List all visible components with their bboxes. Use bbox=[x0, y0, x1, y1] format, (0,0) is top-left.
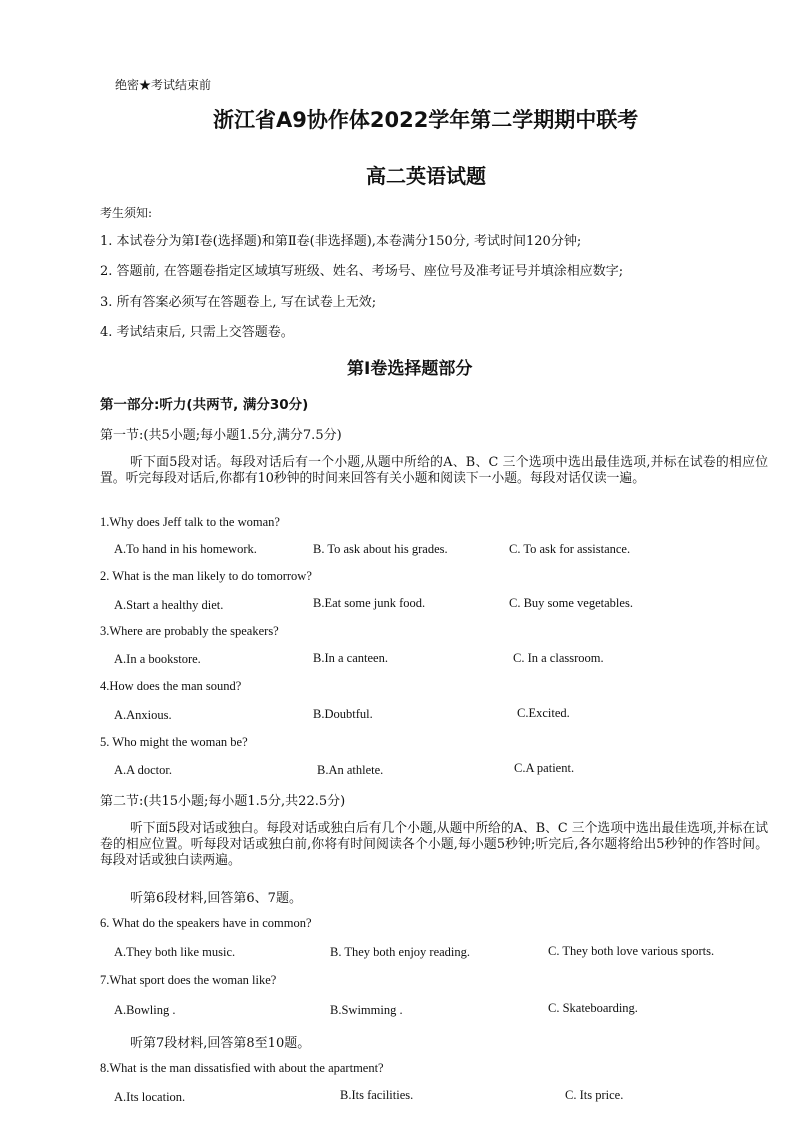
option-6b: B. They both enjoy reading. bbox=[330, 945, 471, 959]
section2-heading: 第二节:(共15小题;每小题1.5分,共22.5分) bbox=[100, 794, 346, 809]
notice-item: 2. 答题前, 在答题卷指定区域填写班级、姓名、考场号、座位号及准考证号并填涂相应数字; bbox=[100, 264, 624, 279]
part1-heading: 第一部分:听力(共两节, 满分30分) bbox=[100, 397, 309, 413]
option-4c: C.Excited. bbox=[517, 706, 570, 720]
option-2a: A.Start a healthy diet. bbox=[114, 598, 224, 612]
option-2c: C. Buy some vegetables. bbox=[509, 596, 633, 610]
section1-heading: 第一节:(共5小题;每小题1.5分,满分7.5分) bbox=[100, 428, 342, 443]
option-6a: A.They both like music. bbox=[114, 945, 236, 959]
option-5b: B.An athlete. bbox=[317, 763, 384, 777]
question-2: 2. What is the man likely to do tomorrow? bbox=[100, 569, 312, 583]
notice-item: 3. 所有答案必须写在答题卷上, 写在试卷上无效; bbox=[100, 295, 377, 310]
question-3: 3.Where are probably the speakers? bbox=[100, 624, 279, 638]
question-6: 6. What do the speakers have in common? bbox=[100, 916, 312, 930]
question-1: 1.Why does Jeff talk to the woman? bbox=[100, 515, 280, 529]
option-7c: C. Skateboarding. bbox=[548, 1001, 638, 1015]
question-5: 5. Who might the woman be? bbox=[100, 735, 248, 749]
option-8a: A.Its location. bbox=[114, 1090, 186, 1104]
option-5a: A.A doctor. bbox=[114, 763, 172, 777]
option-2b: B.Eat some junk food. bbox=[313, 596, 426, 610]
section2-instructions: 听下面5段对话或独白。每段对话或独白后有几个小题,从题中所给的A、B、C 三个选项中选出最佳选项,并标在试卷的相应位置。听每段对话或独白前,你将有时间阅读各个小题,每小题5秒钟;听完后,各尔题将给出5秒钟的作答时间。每段对话或独白读两遍。 bbox=[100, 821, 768, 868]
confidential-label: 绝密★考试结束前 bbox=[115, 78, 212, 92]
option-6c: C. They both love various sports. bbox=[548, 944, 715, 958]
option-1a: A.To hand in his homework. bbox=[114, 542, 257, 556]
section1-instructions: 听下面5段对话。每段对话后有一个小题,从题中所给的A、B、C 三个选项中选出最佳选项,并标在试卷的相应位置。听完每段对话后,你都有10秒钟的时间来回答有关小题和阅读下一小题。每段对话仅读一遍。 bbox=[100, 455, 768, 486]
question-7: 7.What sport does the woman like? bbox=[100, 973, 277, 987]
material-6-note: 听第6段材料,回答第6、7题。 bbox=[130, 891, 302, 906]
option-1b: B. To ask about his grades. bbox=[313, 542, 448, 556]
exam-title: 浙江省A9协作体2022学年第二学期期中联考 bbox=[213, 108, 639, 132]
option-3c: C. In a classroom. bbox=[513, 651, 604, 665]
option-3b: B.In a canteen. bbox=[313, 651, 388, 665]
question-4: 4.How does the man sound? bbox=[100, 679, 242, 693]
question-8: 8.What is the man dissatisfied with about the apartment? bbox=[100, 1061, 384, 1075]
option-4b: B.Doubtful. bbox=[313, 707, 373, 721]
volume-heading: 第Ⅰ卷选择题部分 bbox=[347, 359, 473, 379]
notice-item: 4. 考试结束后, 只需上交答题卷。 bbox=[100, 325, 294, 340]
option-8c: C. Its price. bbox=[565, 1088, 624, 1102]
notice-item: 1. 本试卷分为第Ⅰ卷(选择题)和第Ⅱ卷(非选择题),本卷满分150分, 考试时间120分钟; bbox=[100, 234, 582, 249]
option-4a: A.Anxious. bbox=[114, 708, 172, 722]
option-5c: C.A patient. bbox=[514, 761, 575, 775]
option-7b: B.Swimming . bbox=[330, 1003, 403, 1017]
option-1c: C. To ask for assistance. bbox=[509, 542, 631, 556]
exam-subtitle: 高二英语试题 bbox=[366, 164, 486, 188]
option-3a: A.In a bookstore. bbox=[114, 652, 201, 666]
option-7a: A.Bowling . bbox=[114, 1003, 176, 1017]
material-7-note: 听第7段材料,回答第8至10题。 bbox=[130, 1036, 311, 1051]
notice-heading: 考生须知: bbox=[100, 206, 153, 220]
option-8b: B.Its facilities. bbox=[340, 1088, 414, 1102]
